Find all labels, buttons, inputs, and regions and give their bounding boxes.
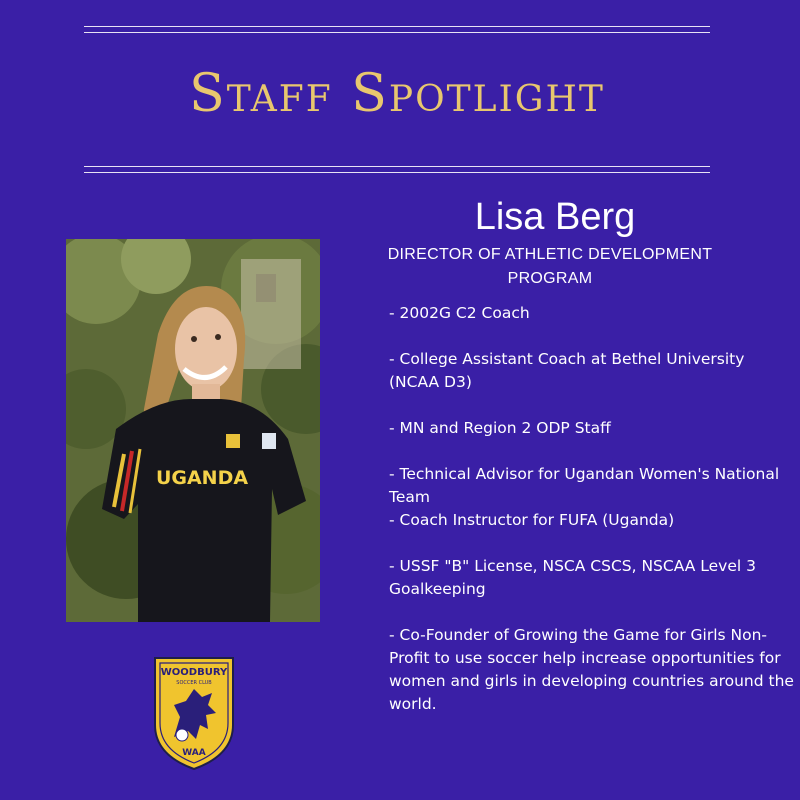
bullet-item: - Technical Advisor for Ugandan Women's National Team xyxy=(389,465,780,506)
bullet-item: - 2002G C2 Coach xyxy=(389,304,530,322)
staff-name: Lisa Berg xyxy=(474,196,636,238)
logo-bottom-text: WAA xyxy=(182,748,206,758)
bottom-divider xyxy=(84,166,710,173)
staff-role: DIRECTOR OF ATHLETIC DEVELOPMENT PROGRAM xyxy=(387,246,713,287)
bullet-item: - Coach Instructor for FUFA (Uganda) xyxy=(389,511,675,529)
page-title: Staff Spotlight xyxy=(189,64,605,124)
bullet-item: - Co-Founder of Growing the Game for Girls Non-Profit to use soccer help increase opportunities for women and girls in developing countries around the world. xyxy=(389,626,794,713)
bullet-item: - College Assistant Coach at Bethel University (NCAA D3) xyxy=(389,350,745,391)
logo-top-text: WOODBURY xyxy=(160,667,228,678)
club-crest-logo xyxy=(152,655,236,771)
top-divider xyxy=(84,26,710,33)
jersey-text: UGANDA xyxy=(155,467,249,489)
bullet-list xyxy=(389,302,794,716)
bullet-item: - USSF "B" License, NSCA CSCS, NSCAA Level 3 Goalkeeping xyxy=(389,557,756,598)
bullet-item: - MN and Region 2 ODP Staff xyxy=(389,419,611,437)
staff-photo xyxy=(66,239,320,622)
logo-sub-text: SOCCER CLUB xyxy=(176,680,212,686)
